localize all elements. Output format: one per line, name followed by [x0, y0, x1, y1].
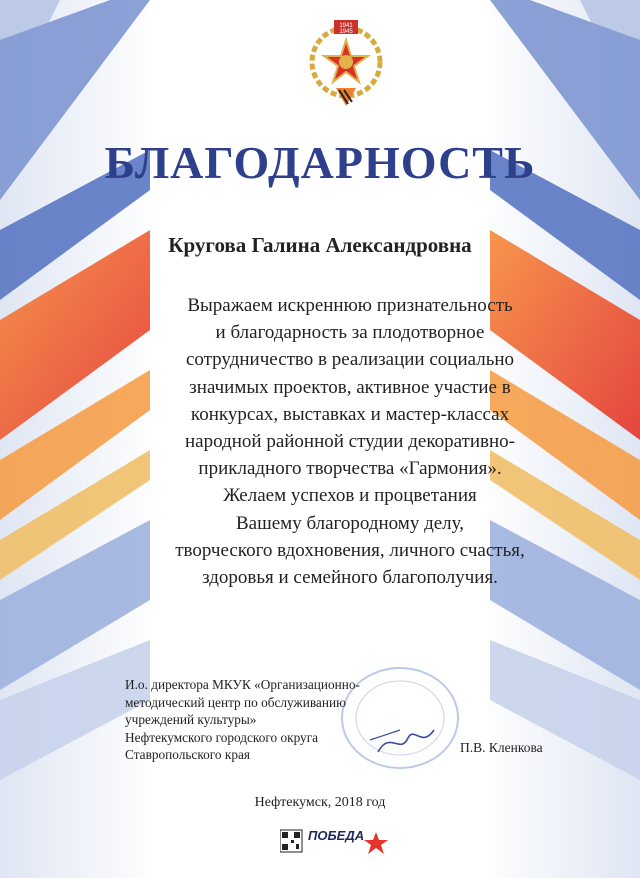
body-line: народной районной студии декоративно-	[185, 431, 515, 453]
signer-line: Ставропольского края	[125, 747, 250, 763]
body-line: здоровья и семейного благополучия.	[202, 567, 498, 589]
body-line: прикладного творчества «Гармония».	[198, 458, 502, 480]
signer-position	[125, 676, 425, 764]
recipient-name: Кругова Галина Александровна	[168, 233, 472, 257]
certificate-title: БЛАГОДАРНОСТЬ	[104, 137, 536, 188]
signer-line: И.о. директора МКУК «Организационно-	[125, 677, 360, 692]
signer-line: методический центр по обслуживанию	[125, 694, 347, 710]
body-line: Вашему благородному делу,	[236, 512, 464, 534]
victory-order-emblem-icon	[306, 18, 386, 110]
place-and-date: Нефтекумск, 2018 год	[254, 795, 386, 810]
body-line: творческого вдохновения, личного счастья,	[175, 539, 525, 561]
body-line: значимых проектов, активное участие в	[189, 376, 511, 398]
signer-line: учреждений культуры»	[125, 712, 257, 728]
signer-name: П.В. Кленкова	[460, 740, 543, 755]
body-line: Выражаем искреннюю признательность	[187, 295, 513, 316]
svg-text:1945: 1945	[339, 29, 353, 35]
body-line: конкурсах, выставках и мастер-классах	[190, 403, 510, 425]
body-line: сотрудничество в реализации социально	[185, 349, 515, 371]
signer-line: Нефтекумского городского округа	[125, 729, 319, 745]
gratitude-text	[100, 292, 600, 591]
svg-text:1941: 1941	[339, 23, 353, 29]
body-line: Желаем успехов и процветания	[223, 485, 477, 507]
body-line: и благодарность за плодотворное	[215, 322, 485, 344]
pobeda-logo-text: ПОБЕДА	[308, 828, 365, 843]
